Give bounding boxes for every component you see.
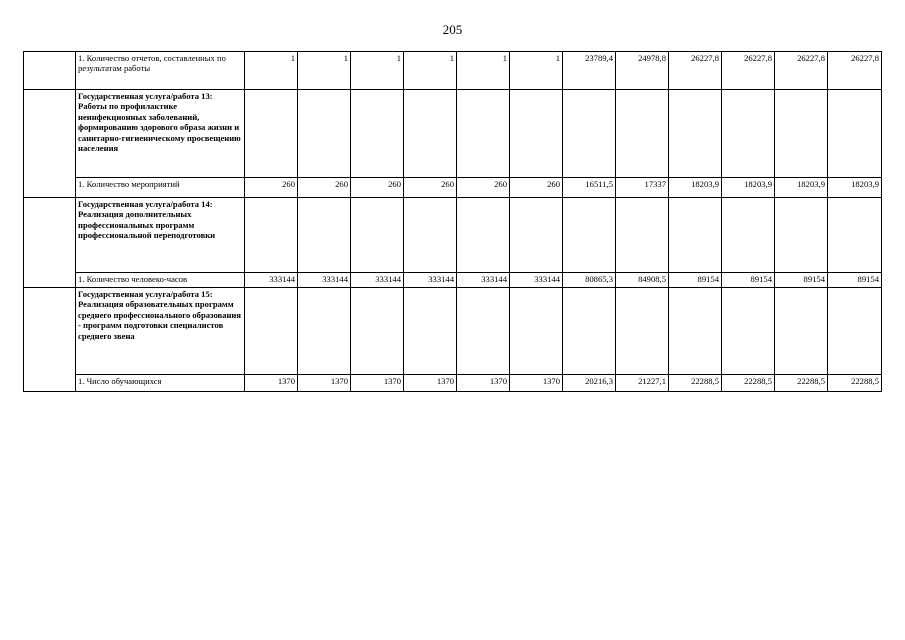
page-number: 205 [442,22,463,37]
value-cell: 1370 [298,375,351,392]
data-table [23,51,882,392]
value-cell: 260 [404,178,457,198]
row-group-cell [24,288,76,392]
table-row [24,375,882,392]
row-group-cell [24,90,76,198]
table-row [24,52,882,90]
value-cell: 1 [457,52,510,90]
value-cell: 1 [245,52,298,90]
value-cell: 260 [510,178,563,198]
table-row [24,178,882,198]
value-cell: 333144 [404,273,457,288]
value-cell: 333144 [510,273,563,288]
value-cell: 1 [510,52,563,90]
value-cell: 18203,9 [722,178,775,198]
value-cell: 22288,5 [775,375,828,392]
table-row [24,288,882,375]
service-header: Государственная услуга/работа 15: Реализация образовательных программ среднего профессионального образования - программ подготовки специалистов среднего звена [76,288,245,375]
value-cell: 16511,5 [563,178,616,198]
table-row [24,273,882,288]
service-header: Государственная услуга/работа 13: Работы по профилактике неинфекционных заболеваний, формированию здорового образа жизни и санитарно-гигиеническому просвещению населения [76,90,245,178]
value-cell: 89154 [775,273,828,288]
value-cell: 1 [298,52,351,90]
value-cell: 1370 [245,375,298,392]
value-cell: 89154 [828,273,882,288]
value-cell: 22288,5 [828,375,882,392]
value-cell: 1 [404,52,457,90]
value-cell: 333144 [351,273,404,288]
service-header: Государственная услуга/работа 14: Реализация дополнительных профессиональных программ профессиональной переподготовки [76,198,245,273]
indicator-label: 1. Число обучающихся [76,375,245,392]
value-cell: 18203,9 [775,178,828,198]
value-cell: 23789,4 [563,52,616,90]
value-cell: 26227,8 [669,52,722,90]
row-group-cell [24,198,76,288]
value-cell: 26227,8 [722,52,775,90]
indicator-label: 1. Количество мероприятий [76,178,245,198]
value-cell: 260 [457,178,510,198]
table-row [24,198,882,273]
value-cell: 1370 [404,375,457,392]
value-cell: 1370 [351,375,404,392]
value-cell: 84908,5 [616,273,669,288]
table-row [24,90,882,178]
value-cell: 89154 [669,273,722,288]
value-cell: 260 [298,178,351,198]
value-cell: 22288,5 [722,375,775,392]
value-cell: 333144 [298,273,351,288]
value-cell: 20216,3 [563,375,616,392]
value-cell: 260 [351,178,404,198]
value-cell: 89154 [722,273,775,288]
value-cell: 24978,8 [616,52,669,90]
value-cell: 1 [351,52,404,90]
value-cell: 26227,8 [828,52,882,90]
indicator-label: 1. Количество человеко-часов [76,273,245,288]
value-cell: 18203,9 [669,178,722,198]
value-cell: 333144 [245,273,298,288]
value-cell: 333144 [457,273,510,288]
value-cell: 80865,3 [563,273,616,288]
value-cell: 17337 [616,178,669,198]
value-cell: 22288,5 [669,375,722,392]
value-cell: 260 [245,178,298,198]
value-cell: 1370 [510,375,563,392]
indicator-label: 1. Количество отчетов, составленных по результатам работы [76,52,245,90]
value-cell: 1370 [457,375,510,392]
value-cell: 26227,8 [775,52,828,90]
value-cell: 18203,9 [828,178,882,198]
row-group-cell [24,52,76,90]
value-cell: 21227,1 [616,375,669,392]
